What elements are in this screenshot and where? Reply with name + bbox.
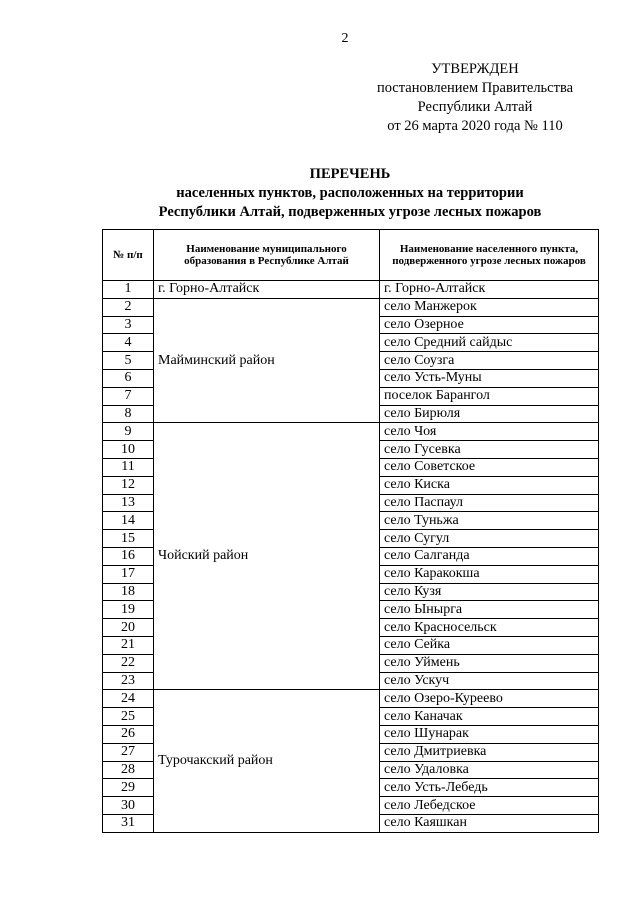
row-number: 27 <box>103 743 154 761</box>
row-number: 19 <box>103 601 154 619</box>
page-number: 2 <box>341 31 349 46</box>
settlement-cell: село Усть-Муны <box>380 369 599 387</box>
municipality-cell: Майминский район <box>154 298 380 423</box>
settlement-cell: село Средний сайдыс <box>380 334 599 352</box>
row-number: 13 <box>103 494 154 512</box>
settlement-cell: село Манжерок <box>380 298 599 316</box>
table-row <box>103 281 599 299</box>
row-number: 5 <box>103 352 154 370</box>
row-number: 10 <box>103 441 154 459</box>
settlement-cell: село Сугул <box>380 530 599 548</box>
row-number: 22 <box>103 654 154 672</box>
municipality-cell: Чойский район <box>154 423 380 690</box>
row-number: 18 <box>103 583 154 601</box>
settlements-table <box>102 229 599 833</box>
table-row <box>103 423 599 441</box>
row-number: 1 <box>103 281 154 299</box>
header-settlement: Наименование населенного пункта, подверженного угрозе лесных пожаров <box>380 230 599 281</box>
settlement-cell: г. Горно-Алтайск <box>380 281 599 299</box>
municipality-cell: г. Горно-Алтайск <box>154 281 380 299</box>
header-municipality: Наименование муниципального образования в Республике Алтай <box>154 230 380 281</box>
approval-block <box>330 60 620 136</box>
settlement-cell: село Каначак <box>380 708 599 726</box>
row-number: 21 <box>103 636 154 654</box>
row-number: 28 <box>103 761 154 779</box>
settlement-cell: село Уймень <box>380 654 599 672</box>
row-number: 6 <box>103 369 154 387</box>
settlement-cell: село Ынырга <box>380 601 599 619</box>
row-number: 17 <box>103 565 154 583</box>
settlement-cell: село Чоя <box>380 423 599 441</box>
municipality-cell: Турочакский район <box>154 690 380 832</box>
approval-line: Республики Алтай <box>417 99 533 115</box>
settlement-cell: село Красносельск <box>380 619 599 637</box>
settlement-cell: село Бирюля <box>380 405 599 423</box>
row-number: 16 <box>103 547 154 565</box>
settlement-cell: село Соузга <box>380 352 599 370</box>
document-title <box>100 165 600 222</box>
title-line: населенных пунктов, расположенных на территории <box>176 185 524 201</box>
settlement-cell: село Озерное <box>380 316 599 334</box>
row-number: 4 <box>103 334 154 352</box>
settlement-cell: село Советское <box>380 458 599 476</box>
row-number: 29 <box>103 779 154 797</box>
row-number: 12 <box>103 476 154 494</box>
row-number: 30 <box>103 797 154 815</box>
row-number: 9 <box>103 423 154 441</box>
row-number: 15 <box>103 530 154 548</box>
settlement-cell: село Усть-Лебедь <box>380 779 599 797</box>
settlement-cell: село Салганда <box>380 547 599 565</box>
row-number: 24 <box>103 690 154 708</box>
row-number: 11 <box>103 458 154 476</box>
row-number: 31 <box>103 814 154 832</box>
settlement-cell: село Шунарак <box>380 725 599 743</box>
row-number: 23 <box>103 672 154 690</box>
settlement-cell: село Дмитриевка <box>380 743 599 761</box>
row-number: 8 <box>103 405 154 423</box>
settlement-cell: поселок Барангол <box>380 387 599 405</box>
approval-line: от 26 марта 2020 года № 110 <box>387 118 563 134</box>
settlement-cell: село Удаловка <box>380 761 599 779</box>
table-row <box>103 690 599 708</box>
header-num: № п/п <box>103 230 154 281</box>
settlement-cell: село Кузя <box>380 583 599 601</box>
row-number: 20 <box>103 619 154 637</box>
title-line: ПЕРЕЧЕНЬ <box>309 166 391 182</box>
approval-line: УТВЕРЖДЕН <box>431 61 519 77</box>
row-number: 7 <box>103 387 154 405</box>
table-body <box>103 281 599 833</box>
settlement-cell: село Сейка <box>380 636 599 654</box>
settlement-cell: село Гусевка <box>380 441 599 459</box>
table-row <box>103 298 599 316</box>
settlement-cell: село Паспаул <box>380 494 599 512</box>
row-number: 25 <box>103 708 154 726</box>
table-header-row <box>103 230 599 281</box>
settlement-cell: село Каракокша <box>380 565 599 583</box>
settlement-cell: село Туньжа <box>380 512 599 530</box>
row-number: 26 <box>103 725 154 743</box>
settlement-cell: село Ускуч <box>380 672 599 690</box>
row-number: 2 <box>103 298 154 316</box>
settlement-cell: село Лебедское <box>380 797 599 815</box>
settlement-cell: село Киска <box>380 476 599 494</box>
settlement-cell: село Озеро-Куреево <box>380 690 599 708</box>
row-number: 14 <box>103 512 154 530</box>
approval-line: постановлением Правительства <box>376 80 574 96</box>
row-number: 3 <box>103 316 154 334</box>
settlement-cell: село Каяшкан <box>380 814 599 832</box>
title-line: Республики Алтай, подверженных угрозе лесных пожаров <box>158 204 542 220</box>
